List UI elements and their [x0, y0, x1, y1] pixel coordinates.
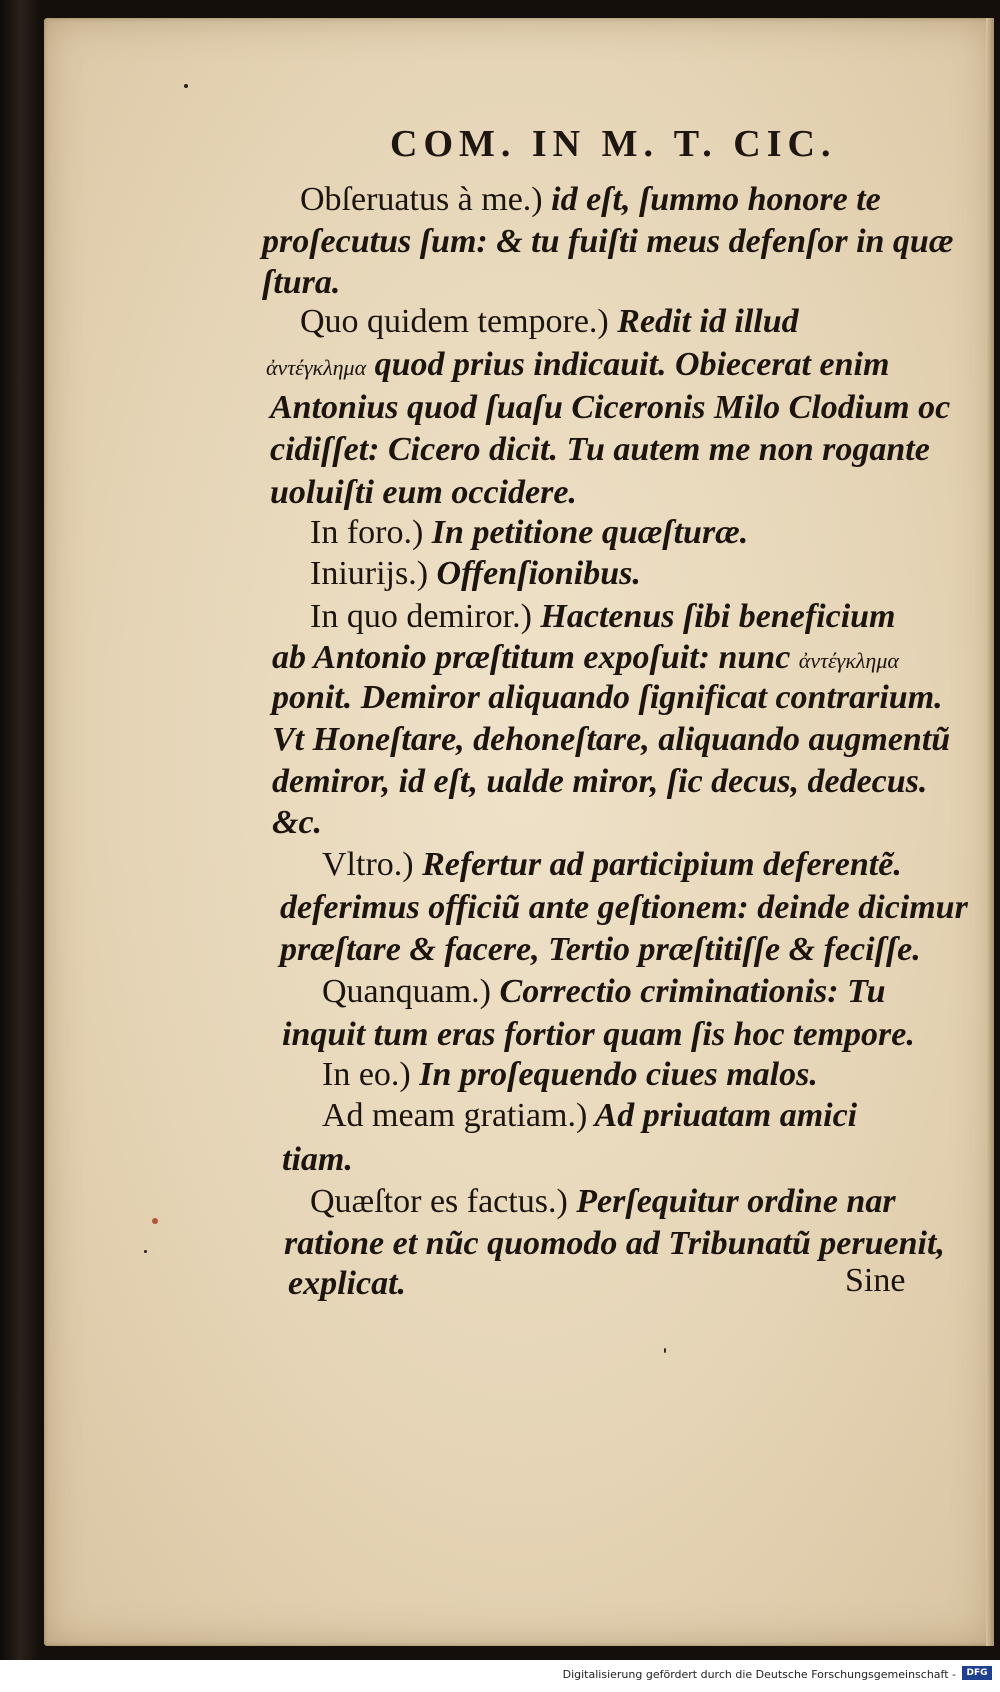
text-line — [322, 845, 902, 885]
running-head: COM. IN M. T. CIC. — [390, 123, 837, 165]
funding-credit: Digitalisierung gefördert durch die Deutsche Forschungsgemeinschaft - — [562, 1668, 956, 1681]
gloss-text: In petitione quæſturæ. — [423, 514, 749, 551]
gloss-text: id eſt, ſummo honore te — [542, 181, 881, 218]
text-line — [282, 1140, 353, 1180]
text-line — [310, 513, 748, 553]
gloss-text: &c. — [272, 804, 323, 841]
ink-speck — [664, 1348, 666, 1353]
gloss-text: Hactenus ſibi beneficium — [531, 598, 896, 635]
lemma: In quo demiror.) — [310, 598, 532, 635]
text-line — [284, 1224, 945, 1264]
gloss-text: inquit tum eras fortior quam ſis hoc tempore. — [282, 1016, 915, 1053]
gloss-text: cidiſſet: Cicero dicit. Tu autem me non rogante — [270, 431, 930, 468]
greek-term: ἀντέγκλημα — [266, 355, 367, 380]
gloss-text: Antonius quod ſuaſu Ciceronis Milo Clodium oc — [270, 389, 951, 426]
lemma: Quanquam.) — [322, 973, 492, 1010]
text-line — [300, 180, 881, 220]
text-line — [270, 430, 930, 470]
greek-term: ἀντέγκλημα — [798, 648, 899, 673]
text-line — [288, 1264, 406, 1304]
lemma: Vltro.) — [322, 846, 414, 883]
text-line — [266, 345, 889, 388]
gloss-text: uoluiſti eum occidere. — [270, 474, 577, 511]
text-line — [262, 263, 340, 303]
text-line — [262, 222, 953, 262]
text-line — [322, 972, 886, 1012]
ink-speck — [152, 1218, 158, 1224]
text-line — [272, 678, 943, 718]
gloss-text: Offenſionibus. — [428, 555, 641, 592]
gloss-text: Vt Honeſtare, dehoneſtare, aliquando augmentũ — [272, 721, 951, 758]
gloss-text: præſtare & facere, Tertio præſtitiſſe & feciſſe. — [280, 931, 921, 968]
lemma: In eo.) — [322, 1056, 411, 1093]
gloss-text: Perſequitur ordine nar — [567, 1183, 896, 1220]
lemma: Iniurijs.) — [310, 555, 429, 592]
lemma: Ad meam gratiam.) — [322, 1097, 588, 1134]
text-line — [282, 1015, 915, 1055]
gloss-text: explicat. — [288, 1265, 407, 1302]
gloss-text: Correctio criminationis: Tu — [491, 973, 886, 1010]
text-line — [272, 762, 927, 802]
text-line — [322, 1055, 818, 1095]
gloss-text: Ad priuatam amici — [587, 1097, 858, 1134]
gloss-text: Refertur ad participium deferentẽ. — [413, 846, 902, 883]
gloss-text: tiam. — [282, 1141, 353, 1178]
gloss-text: In proſequendo ciues malos. — [410, 1056, 818, 1093]
text-line — [272, 720, 950, 760]
text-line — [322, 1096, 857, 1136]
ink-speck — [144, 1250, 147, 1253]
page-edge — [986, 18, 994, 1646]
gloss-text: ponit. Demiror aliquando ſignificat contrarium. — [272, 679, 943, 716]
text-line — [272, 803, 322, 843]
lemma: In foro.) — [310, 514, 424, 551]
gloss-text: ratione et nũc quomodo ad Tribunatũ peruenit, — [284, 1225, 945, 1262]
ink-speck — [184, 84, 188, 88]
gloss-text: quod prius indicauit. Obiecerat enim — [366, 346, 890, 383]
text-line — [270, 473, 577, 513]
text-line — [272, 638, 899, 681]
text-line — [310, 1182, 896, 1222]
gloss-text: Redit id illud — [608, 303, 799, 340]
gloss-text: deferimus officiũ ante geſtionem: deinde dicimur — [280, 889, 968, 926]
text-line — [280, 930, 921, 970]
gloss-text: demiror, id eſt, ualde miror, ſic decus, dedecus. — [272, 763, 928, 800]
lemma: Quo quidem tempore.) — [300, 303, 609, 340]
gloss-text: proſecutus ſum: & tu fuiſti meus defenſor in quæ — [262, 223, 954, 260]
text-line — [310, 597, 896, 637]
text-line — [300, 302, 799, 342]
dfg-logo-icon: DFG — [962, 1666, 992, 1680]
gloss-text: ſtura. — [262, 264, 341, 301]
text-line — [310, 554, 641, 594]
lemma: Obſeruatus à me.) — [300, 181, 543, 218]
gloss-text: ab Antonio præſtitum expoſuit: nunc — [272, 639, 799, 676]
catchword: Sine — [845, 1262, 906, 1299]
text-line — [280, 888, 968, 928]
lemma: Quæſtor es factus.) — [310, 1183, 568, 1220]
book-page — [44, 18, 994, 1646]
text-line — [270, 388, 950, 428]
